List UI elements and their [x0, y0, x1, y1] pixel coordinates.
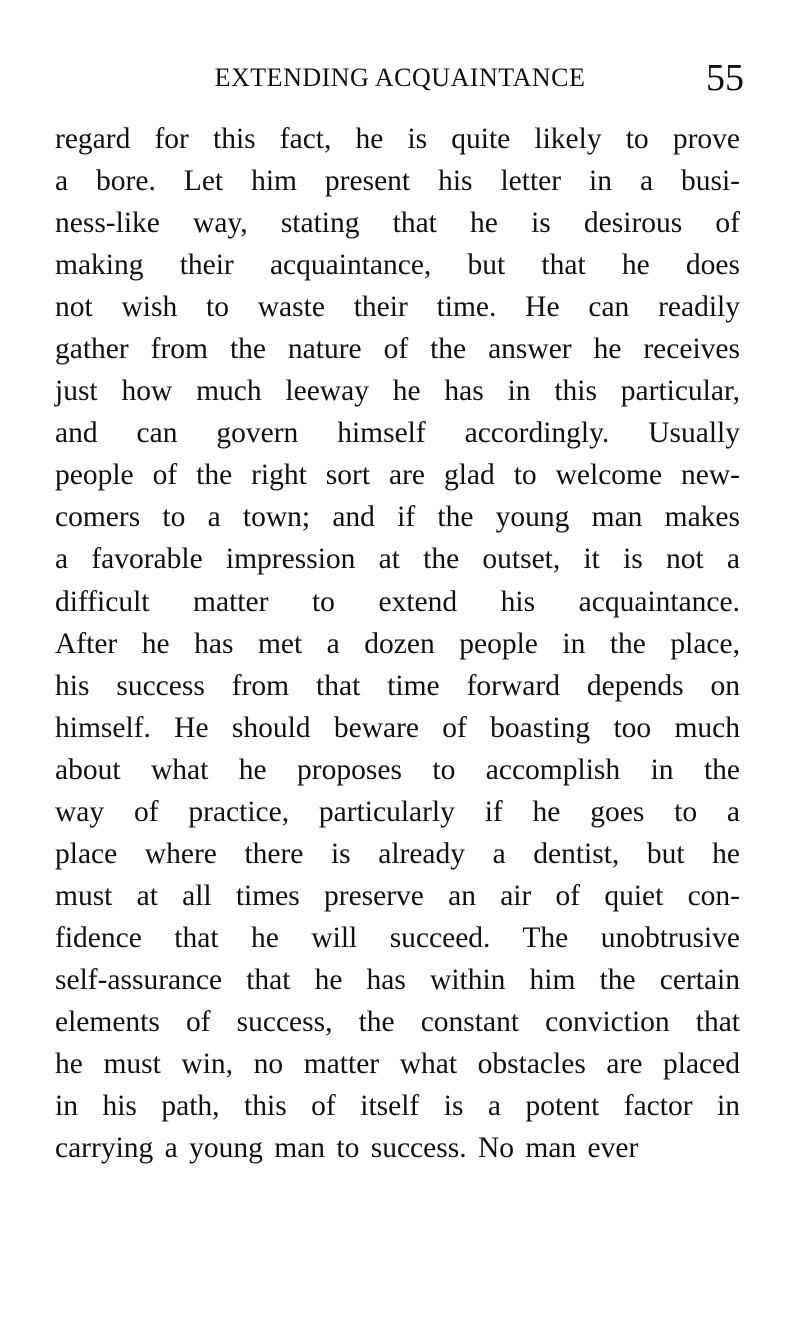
text-line: carrying a young man to success. No man ever [55, 1132, 639, 1165]
text-line: himself. He should beware of boasting too much [55, 711, 740, 744]
text-line: self-assurance that he has within him the certain [55, 963, 740, 996]
page-number: 55 [706, 57, 744, 99]
text-line: just how much leeway he has in this particular, [55, 375, 740, 408]
text-line: a bore. Let him present his letter in a busi- [55, 165, 740, 198]
text-line: place where there is already a dentist, but he [55, 837, 740, 870]
text-line: must at all times preserve an air of quiet con- [55, 879, 740, 912]
text-line: ness-like way, stating that he is desirous of [55, 207, 740, 240]
text-line: a favorable impression at the outset, it is not a [55, 543, 740, 576]
text-line: not wish to waste their time. He can readily [55, 291, 740, 324]
text-line: fidence that he will succeed. The unobtrusive [55, 921, 740, 954]
text-line: people of the right sort are glad to welcome new- [55, 459, 740, 492]
text-line: comers to a town; and if the young man makes [55, 501, 740, 534]
text-line: his success from that time forward depends on [55, 669, 740, 702]
text-line: After he has met a dozen people in the place, [55, 627, 740, 660]
running-head: EXTENDING ACQUAINTANCE [214, 63, 586, 92]
text-line: gather from the nature of the answer he receives [55, 333, 740, 366]
text-line: elements of success, the constant conviction that [55, 1005, 740, 1038]
text-line: way of practice, particularly if he goes to a [55, 795, 740, 828]
text-line: he must win, no matter what obstacles are placed [55, 1048, 740, 1081]
text-line: difficult matter to extend his acquaintance. [55, 585, 740, 618]
text-line: in his path, this of itself is a potent factor in [55, 1090, 740, 1123]
text-line: making their acquaintance, but that he does [55, 249, 740, 282]
body-text [55, 118, 740, 1169]
text-line: about what he proposes to accomplish in the [55, 753, 740, 786]
text-line: regard for this fact, he is quite likely to prove [55, 123, 740, 155]
text-line: and can govern himself accordingly. Usually [55, 417, 740, 450]
